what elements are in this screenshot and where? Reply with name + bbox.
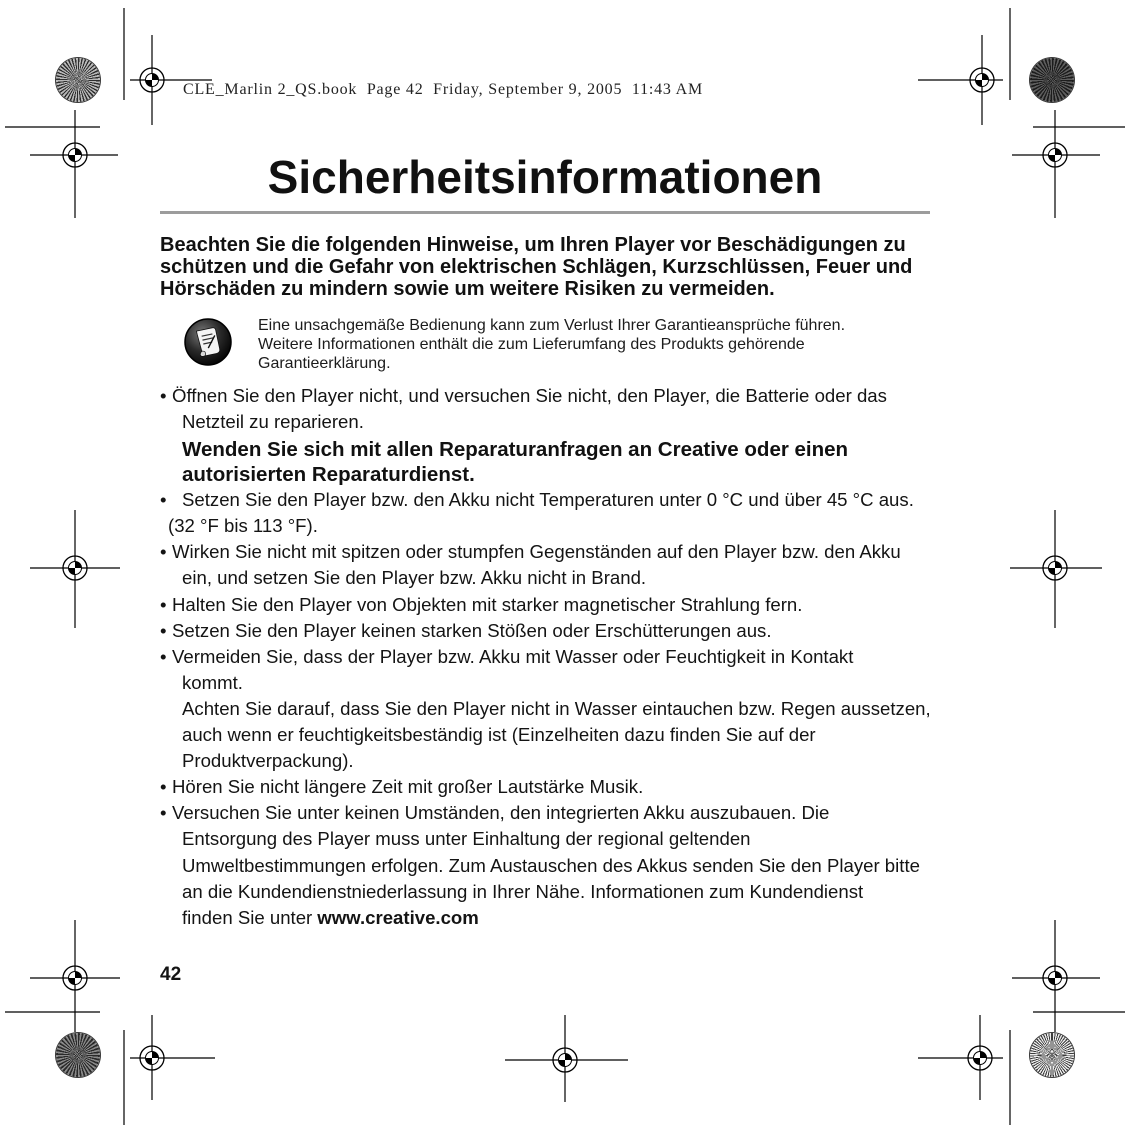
note-scroll-icon xyxy=(183,317,233,367)
intro-line: schützen und die Gefahr von elektrischen Schlägen, Kurzschlüssen, Feuer und xyxy=(160,256,913,278)
list-item-line: Hören Sie nicht längere Zeit mit großer Lautstärke Musik. xyxy=(172,776,644,797)
list-item-line: Umweltbestimmungen erfolgen. Zum Austauschen des Akkus senden Sie den Player bitte xyxy=(182,855,920,876)
list-item-line: Halten Sie den Player von Objekten mit starker magnetischer Strahlung fern. xyxy=(172,594,803,615)
list-item-line: Versuchen Sie unter keinen Umständen, den integrierten Akku auszubauen. Die xyxy=(172,802,830,823)
list-item-line: Wirken Sie nicht mit spitzen oder stumpfen Gegenständen auf den Player bzw. den Akku xyxy=(172,541,901,562)
bullet: • xyxy=(160,776,167,797)
bullet: • xyxy=(160,541,167,562)
list-item-text: finden Sie unter xyxy=(182,907,313,928)
list-item-line: kommt. xyxy=(182,672,243,693)
intro-line: Beachten Sie die folgenden Hinweise, um Ihren Player vor Beschädigungen zu xyxy=(160,234,906,256)
color-bar-starburst-icon xyxy=(56,1033,100,1077)
list-item-line: an die Kundendienstniederlassung in Ihrer Nähe. Informationen zum Kundendienst xyxy=(182,881,864,902)
list-item-line: Netzteil zu reparieren. xyxy=(182,411,364,432)
list-item-line: Öffnen Sie den Player nicht, und versuchen Sie nicht, den Player, die Batterie oder das xyxy=(172,385,887,406)
bullet: • xyxy=(160,620,167,641)
registration-mark-icon xyxy=(1043,556,1067,580)
registration-mark-icon xyxy=(140,68,164,92)
list-item-line: Produktverpackung). xyxy=(182,750,354,771)
bullet: • xyxy=(160,646,167,667)
registration-mark-icon xyxy=(63,556,87,580)
color-bar-starburst-icon xyxy=(1030,1033,1074,1077)
registration-mark-icon xyxy=(1043,966,1067,990)
note-line: Eine unsachgemäße Bedienung kann zum Verlust Ihrer Garantieansprüche führen. xyxy=(258,317,846,334)
registration-mark-icon xyxy=(63,966,87,990)
list-item-line: Setzen Sie den Player keinen starken Stößen oder Erschütterungen aus. xyxy=(172,620,772,641)
page-number: 42 xyxy=(160,964,182,985)
registration-mark-icon xyxy=(63,143,87,167)
list-item-line: auch wenn er feuchtigkeitsbeständig ist (Einzelheiten dazu finden Sie auf der xyxy=(182,724,816,745)
list-item-line: Entsorgung des Player muss unter Einhaltung der regional geltenden xyxy=(182,828,751,849)
list-item-line: (32 °F bis 113 °F). xyxy=(168,515,318,536)
list-item-line: ein, und setzen Sie den Player bzw. Akku nicht in Brand. xyxy=(182,567,647,588)
list-item-line: Achten Sie darauf, dass Sie den Player nicht in Wasser eintauchen bzw. Regen aussetzen, xyxy=(182,698,931,719)
color-bar-starburst-icon xyxy=(56,58,100,102)
list-item-line xyxy=(182,905,479,931)
color-bar-starburst-icon xyxy=(1030,58,1074,102)
bullet: • xyxy=(160,594,167,615)
list-item-line: Setzen Sie den Player bzw. den Akku nicht Temperaturen unter 0 °C und über 45 °C aus. xyxy=(182,489,914,510)
intro-line: Hörschäden zu mindern sowie um weitere Risiken zu vermeiden. xyxy=(160,278,775,300)
bullet: • xyxy=(160,385,167,406)
page-title: Sicherheitsinformationen xyxy=(267,151,823,203)
registration-mark-icon xyxy=(968,1046,992,1070)
website-address: www.creative.com xyxy=(317,907,479,928)
registration-mark-icon xyxy=(1043,143,1067,167)
list-item-line: Vermeiden Sie, dass der Player bzw. Akku mit Wasser oder Feuchtigkeit in Kontakt xyxy=(172,646,854,667)
note-line: Garantieerklärung. xyxy=(258,355,391,372)
registration-mark-icon xyxy=(140,1046,164,1070)
registration-mark-icon xyxy=(553,1048,577,1072)
note-line: Weitere Informationen enthält die zum Lieferumfang des Produkts gehörende xyxy=(258,336,805,353)
emphasis-line: Wenden Sie sich mit allen Reparaturanfragen an Creative oder einen xyxy=(182,438,849,461)
emphasis-line: autorisierten Reparaturdienst. xyxy=(182,463,475,486)
registration-mark-icon xyxy=(970,68,994,92)
bullet: • xyxy=(160,489,167,510)
bullet: • xyxy=(160,802,167,823)
title-rule xyxy=(160,211,930,214)
print-slug: CLE_Marlin 2_QS.book Page 42 Friday, September 9, 2005 11:43 AM xyxy=(183,81,704,98)
